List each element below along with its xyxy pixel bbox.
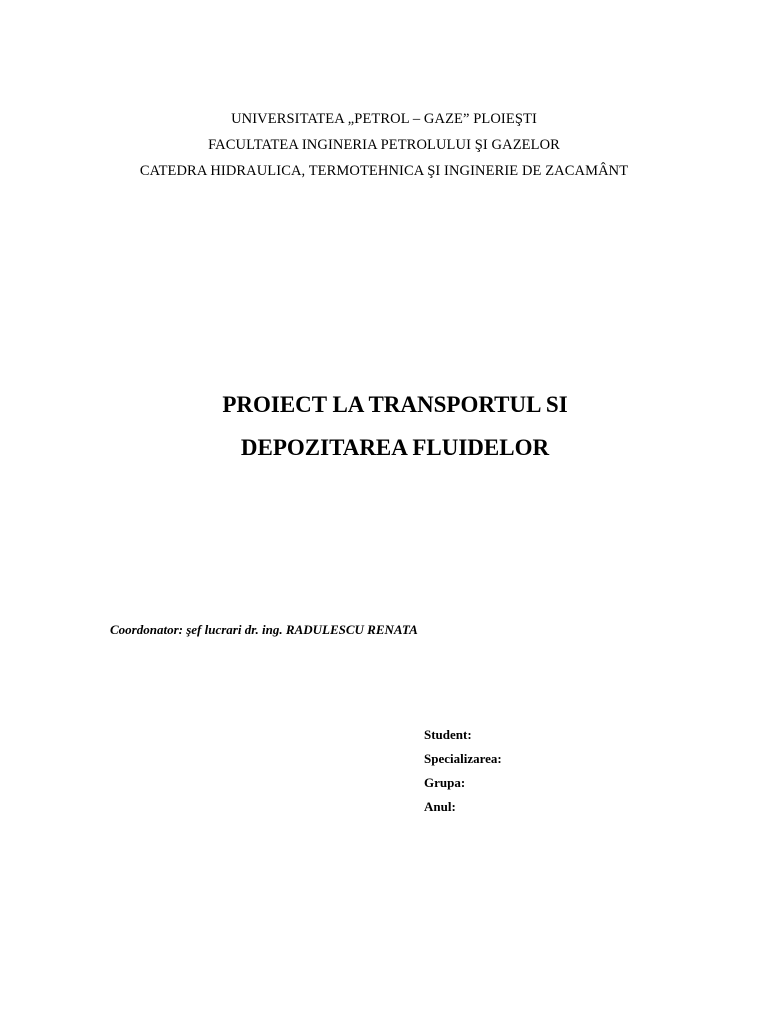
year-label: Anul: <box>424 799 456 814</box>
specialization-label: Specializarea: <box>424 751 502 766</box>
institution-header <box>0 106 768 184</box>
coordinator-line: Coordonator: şef lucrari dr. ing. RADULESCU RENATA <box>110 622 418 637</box>
title-line-1: PROIECT LA TRANSPORTUL SI <box>222 392 568 417</box>
student-label: Student: <box>424 727 472 742</box>
department-name: CATEDRA HIDRAULICA, TERMOTEHNICA ŞI INGINERIE DE ZACAMÂNT <box>139 163 629 179</box>
faculty-name: FACULTATEA INGINERIA PETROLULUI ŞI GAZELOR <box>208 137 560 153</box>
title-line-2: DEPOZITAREA FLUIDELOR <box>240 435 550 460</box>
group-label: Grupa: <box>424 775 466 790</box>
student-info <box>424 723 502 819</box>
project-title <box>0 383 768 469</box>
university-name: UNIVERSITATEA „PETROL – GAZE” PLOIEŞTI <box>231 111 537 127</box>
